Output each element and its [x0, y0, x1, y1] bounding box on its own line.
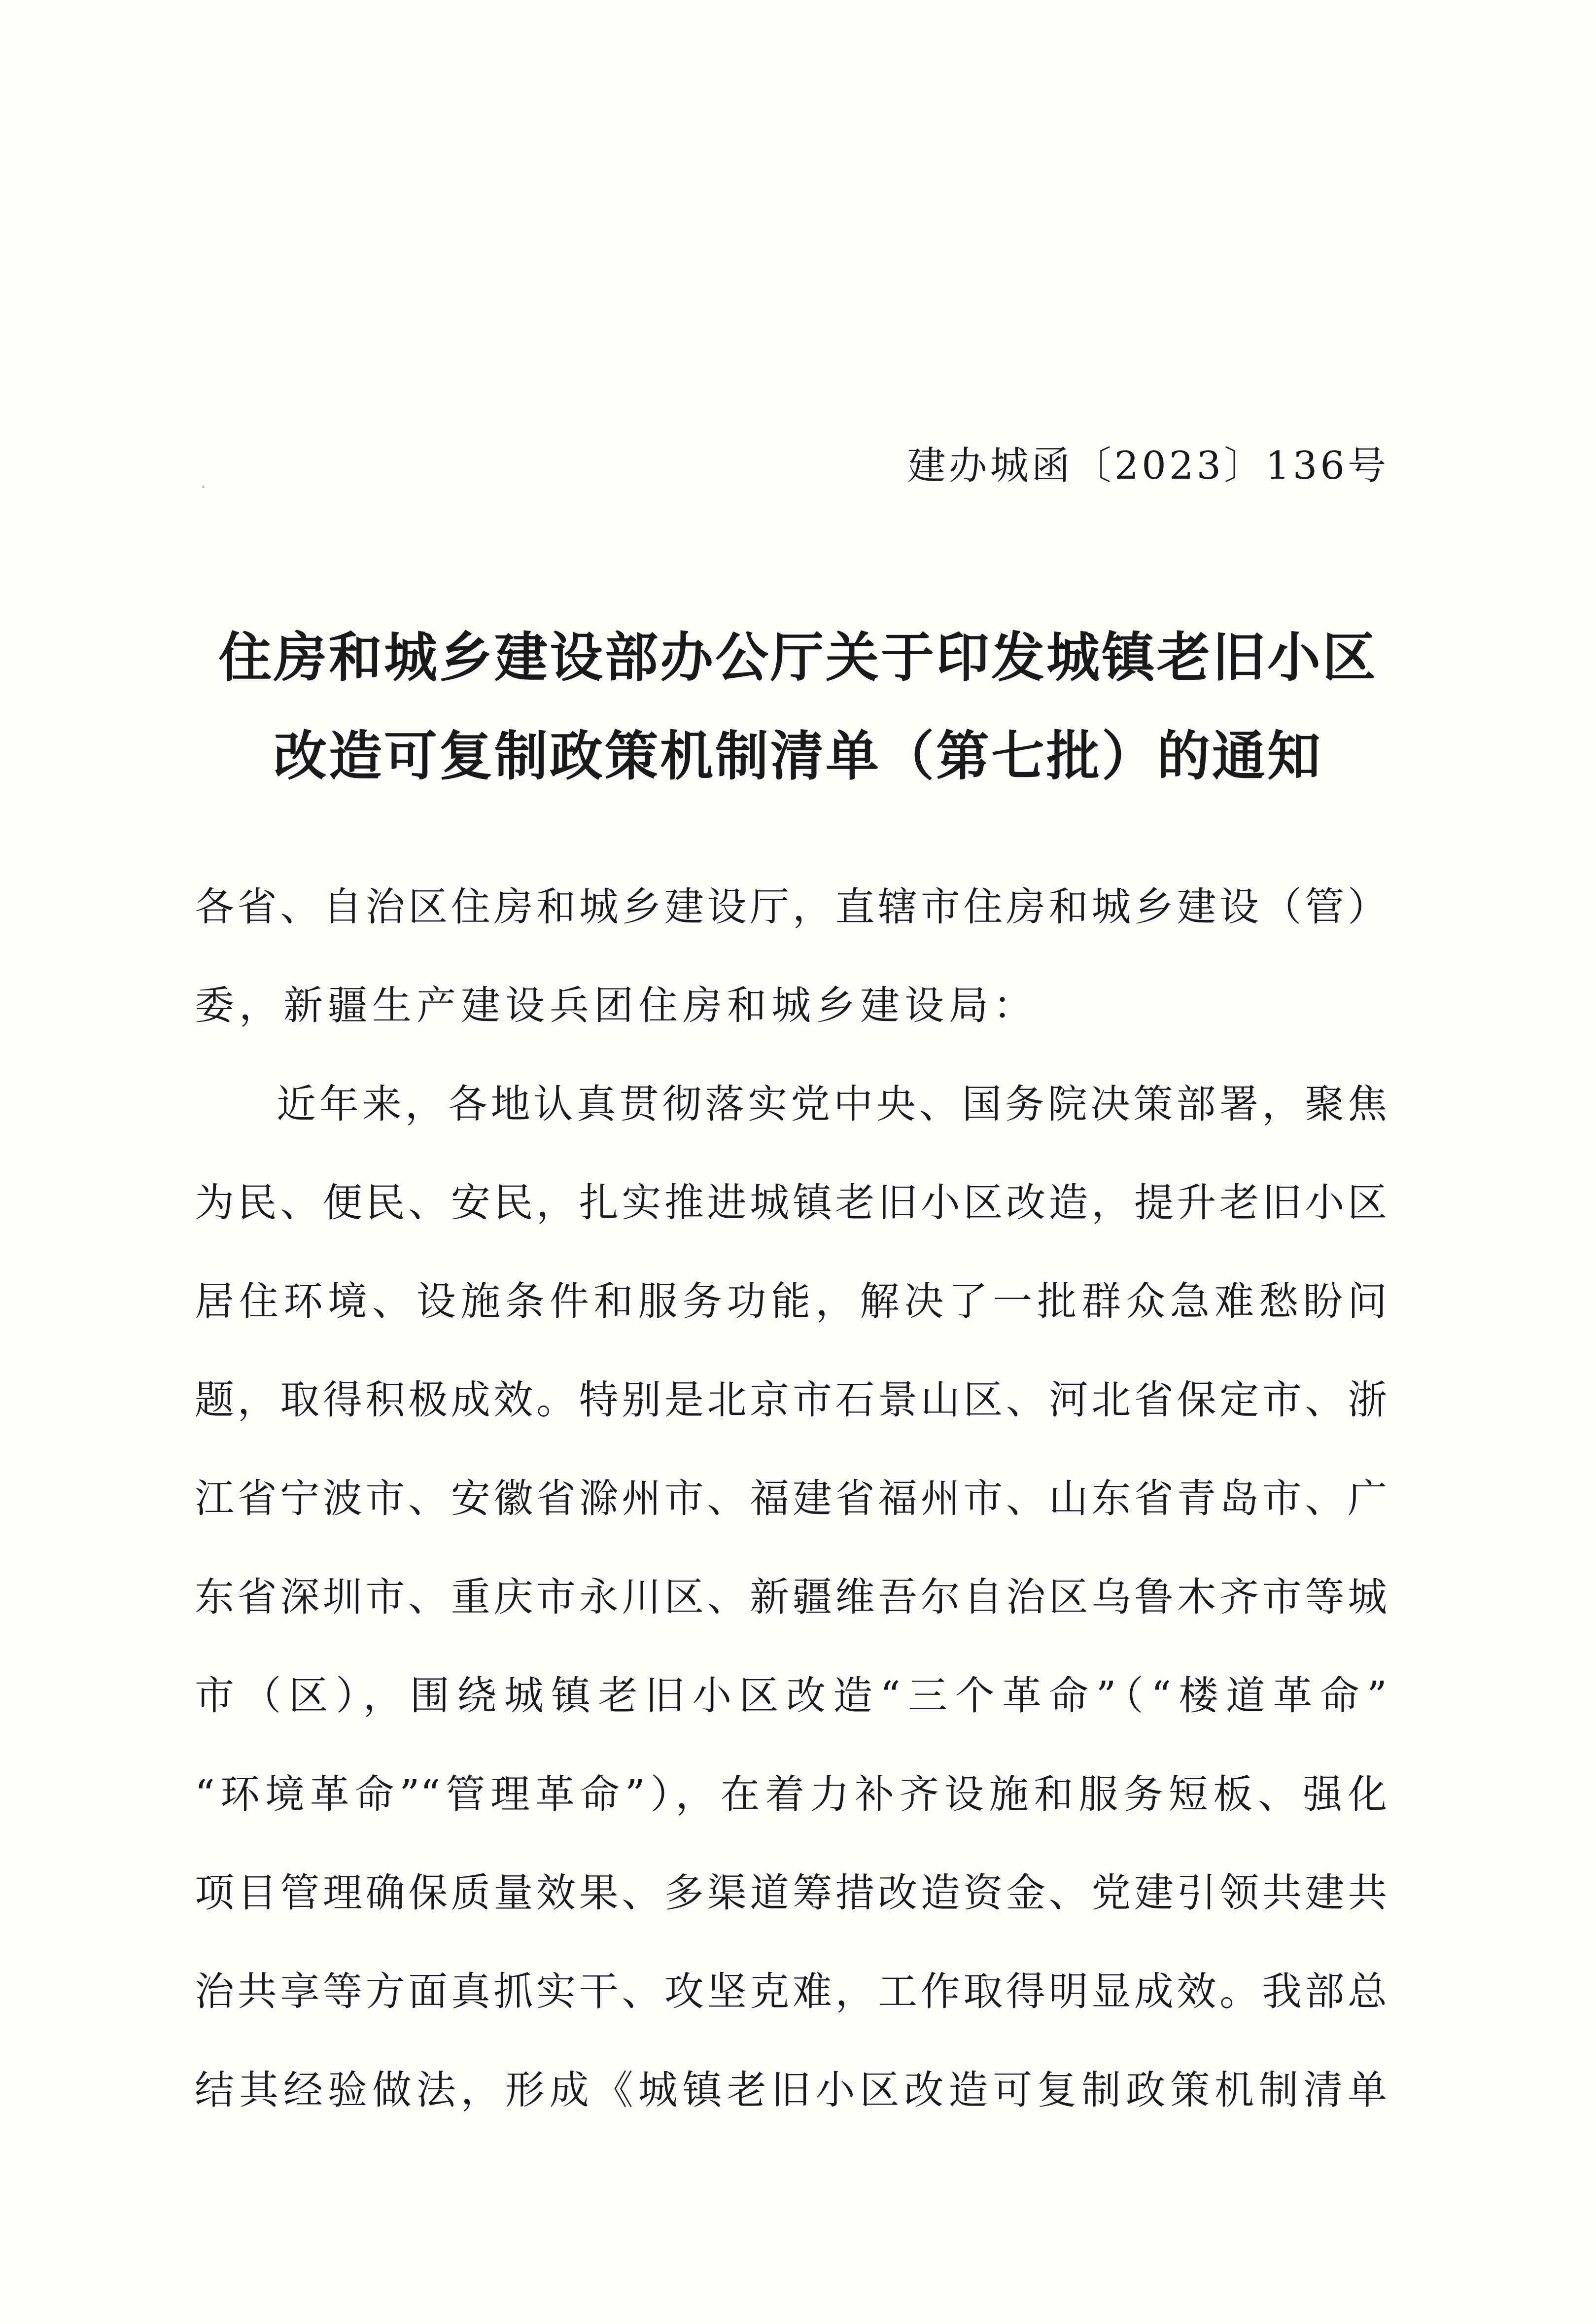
scan-speck	[202, 486, 205, 488]
paragraph-line: 结其经验做法，形成《城镇老旧小区改造可复制政策机制清单	[195, 2067, 1388, 2113]
title-line-1: 住房和城乡建设部办公厅关于印发城镇老旧小区	[218, 627, 1378, 689]
paragraph-line: 治共享等方面真抓实干、攻坚克难，工作取得明显成效。我部总	[195, 1969, 1388, 2014]
paragraph-line: 项目管理确保质量效果、多渠道筹措改造资金、党建引领共建共	[195, 1870, 1388, 1916]
paragraph-line: 题，取得积极成效。特别是北京市石景山区、河北省保定市、浙	[195, 1377, 1388, 1423]
paragraph-line: 居住环境、设施条件和服务功能，解决了一批群众急难愁盼问	[195, 1278, 1388, 1324]
paragraph-line: 为民、便民、安民，扎实推进城镇老旧小区改造，提升老旧小区	[195, 1180, 1388, 1226]
title-line-2: 改造可复制政策机制清单（第七批）的通知	[273, 726, 1322, 787]
paragraph-line: 江省宁波市、安徽省滁州市、福建省福州市、山东省青岛市、广	[195, 1476, 1388, 1521]
document-number: 建办城函〔2023〕136号	[907, 444, 1389, 488]
paragraph-line: 东省深圳市、重庆市永川区、新疆维吾尔自治区乌鲁木齐市等城	[195, 1574, 1388, 1620]
addressee-line: 委，新疆生产建设兵团住房和城乡建设局：	[195, 983, 1038, 1028]
document-body	[195, 858, 1388, 2140]
paragraph-line: 近年来，各地认真贯彻落实党中央、国务院决策部署，聚焦	[277, 1081, 1388, 1127]
document-title	[148, 609, 1448, 806]
addressee-line: 各省、自治区住房和城乡建设厅，直辖市住房和城乡建设（管）	[195, 884, 1388, 930]
paragraph-line: 市（区），围绕城镇老旧小区改造“三个革命”（“楼道革命”	[195, 1673, 1388, 1719]
paragraph-line: “环境革命”“管理革命”），在着力补齐设施和服务短板、强化	[195, 1771, 1388, 1817]
